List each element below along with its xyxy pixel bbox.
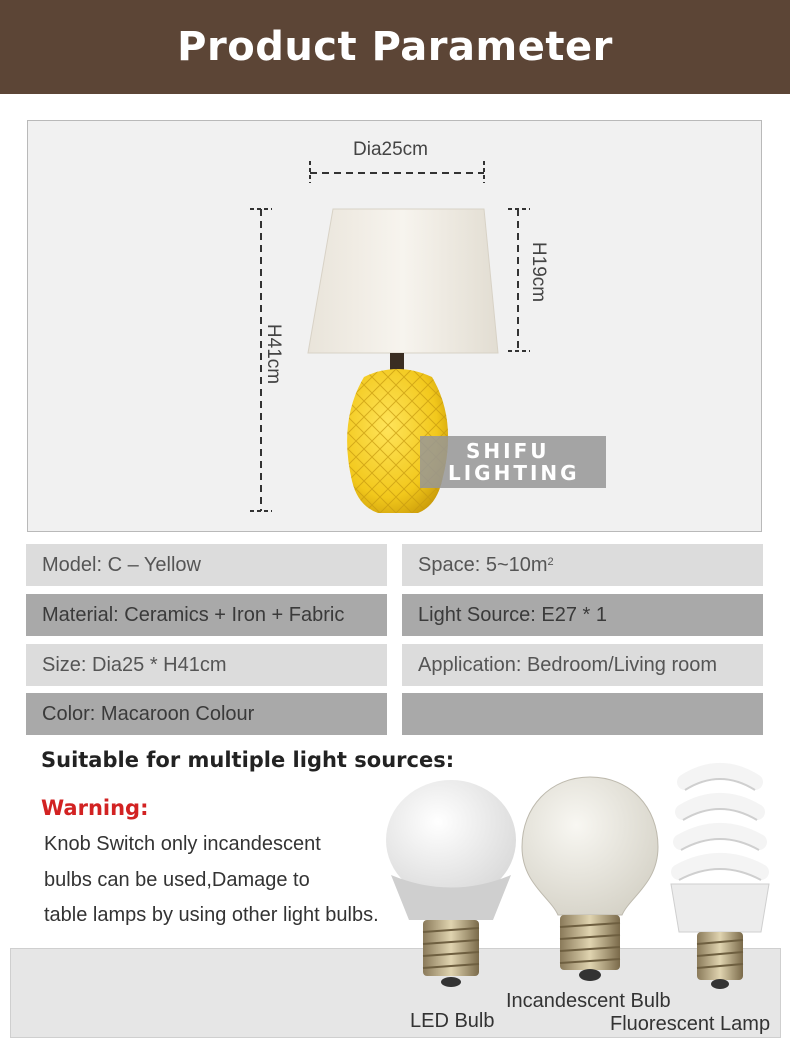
spec-color: Color: Macaroon Colour <box>26 693 387 735</box>
led-bulb-image <box>385 780 525 1000</box>
page-title: Product Parameter <box>177 24 613 70</box>
brand-watermark <box>420 436 606 488</box>
table-lamp-image <box>28 121 763 533</box>
fluorescent-lamp-label: Fluorescent Lamp <box>610 1013 771 1035</box>
led-bulb-label: LED Bulb <box>410 1010 495 1032</box>
diameter-label: Dia25cm <box>353 139 428 160</box>
warning-line-1: Knob Switch only incandescent <box>44 833 321 855</box>
spec-model: Model: C – Yellow <box>26 544 387 586</box>
spec-space <box>402 544 763 586</box>
warning-line-3: table lamps by using other light bulbs. <box>44 904 379 926</box>
spec-space-superscript: 2 <box>547 556 554 568</box>
spec-material: Material: Ceramics + Iron + Fabric <box>26 594 387 636</box>
incandescent-bulb-image <box>520 775 660 985</box>
fluorescent-lamp-image <box>665 752 775 992</box>
spec-size: Size: Dia25 * H41cm <box>26 644 387 686</box>
watermark-line1: SHIFU <box>466 439 550 463</box>
product-dimension-diagram <box>27 120 762 532</box>
header-banner <box>0 0 790 94</box>
shade-height-label: H19cm <box>528 241 549 303</box>
spec-space-text: Space: 5~10m <box>418 553 548 576</box>
warning-line-2: bulbs can be used,Damage to <box>44 869 310 891</box>
spec-light-source: Light Source: E27 * 1 <box>402 594 763 636</box>
watermark-line2: LIGHTING <box>448 461 580 485</box>
spec-application: Application: Bedroom/Living room <box>402 644 763 686</box>
spec-empty <box>402 693 763 735</box>
suitable-heading: Suitable for multiple light sources: <box>41 748 455 772</box>
warning-title: Warning: <box>41 796 149 820</box>
total-height-label: H41cm <box>263 323 284 385</box>
incandescent-bulb-label: Incandescent Bulb <box>506 990 671 1012</box>
